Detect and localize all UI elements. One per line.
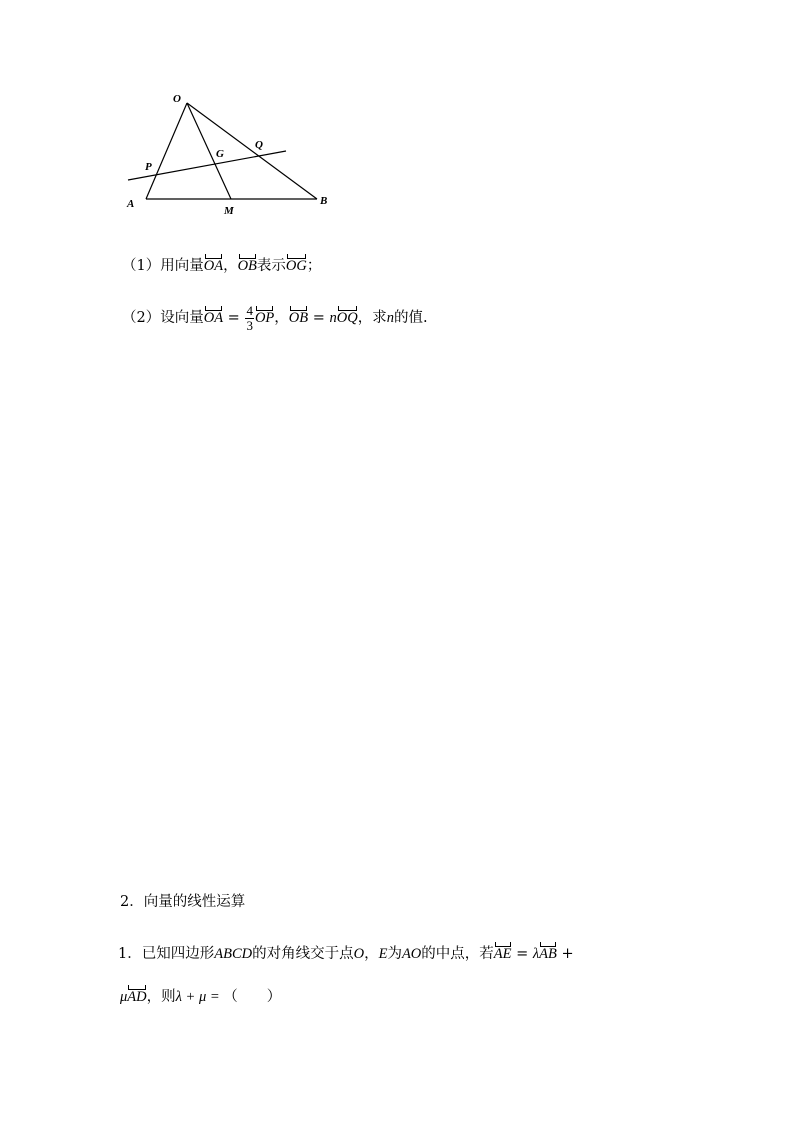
lambda-plus-mu-expression: λ + μ =	[175, 989, 224, 1005]
answer-blank: （ ）	[223, 989, 282, 1005]
label-A: A	[127, 198, 135, 210]
label-O: O	[173, 93, 181, 105]
problem-text-5: 的中点，若	[421, 946, 494, 962]
quadrilateral-name: ABCD	[214, 946, 253, 962]
q1-mid: 表示	[256, 258, 286, 274]
variable-n: n	[386, 310, 394, 327]
vector-OQ: OQ	[336, 310, 358, 327]
label-Q: Q	[255, 139, 263, 151]
vector-OA: OA	[203, 258, 224, 274]
question-2	[122, 304, 428, 332]
coefficient-n: n	[329, 310, 337, 327]
point-E: E	[378, 946, 388, 962]
vector-OB: OB	[237, 258, 257, 274]
vector-OG: OG	[285, 258, 307, 274]
equals-sign: =	[308, 310, 330, 327]
q2-mid: ，求	[357, 310, 387, 327]
q1-sep: ，	[223, 258, 238, 274]
fraction-denominator: 3	[246, 317, 253, 333]
vector-OB: OB	[288, 310, 309, 327]
section-title: 2．向量的线性运算	[120, 894, 246, 910]
label-B: B	[320, 195, 328, 207]
problem-1-line-2	[120, 990, 281, 1005]
problem-number: 1．	[118, 946, 142, 962]
fraction-4-3	[245, 304, 254, 332]
vector-AE: AE	[493, 946, 512, 962]
segment-OB	[187, 103, 317, 199]
vector-OA: OA	[203, 310, 224, 327]
segment-AO: AO	[401, 946, 422, 962]
problem-text-4: 为	[387, 946, 402, 962]
q2-prefix: （2）设向量	[122, 310, 204, 327]
plus-sign: +	[556, 946, 574, 962]
problem-text-1: 已知四边形	[141, 946, 215, 962]
label-P: P	[145, 161, 152, 173]
triangle-figure	[0, 0, 794, 240]
vector-AB: AB	[539, 946, 557, 962]
q2-end: 的值.	[393, 310, 428, 327]
question-1	[122, 259, 321, 274]
label-G: G	[216, 148, 224, 160]
label-M: M	[224, 205, 234, 217]
fraction-numerator: 4	[246, 303, 253, 318]
problem-1-line-1	[118, 947, 574, 962]
problem-text-3: ，	[364, 946, 379, 962]
q2-sep: ，	[274, 310, 289, 327]
problem-text-2: 的对角线交于点	[252, 946, 354, 962]
median-OM	[187, 103, 231, 199]
segment-OA	[146, 103, 187, 199]
mu-symbol: μ	[120, 989, 128, 1005]
vector-AD: AD	[127, 989, 147, 1005]
problem-text-6: ，则	[146, 989, 176, 1005]
equals-sign: =	[223, 310, 245, 327]
q1-end: ；	[306, 258, 322, 274]
point-O: O	[353, 946, 365, 962]
lambda-symbol: λ	[532, 946, 540, 962]
vector-OP: OP	[254, 310, 275, 327]
equals-sign: =	[511, 946, 533, 962]
q1-prefix: （1）用向量	[122, 258, 204, 274]
